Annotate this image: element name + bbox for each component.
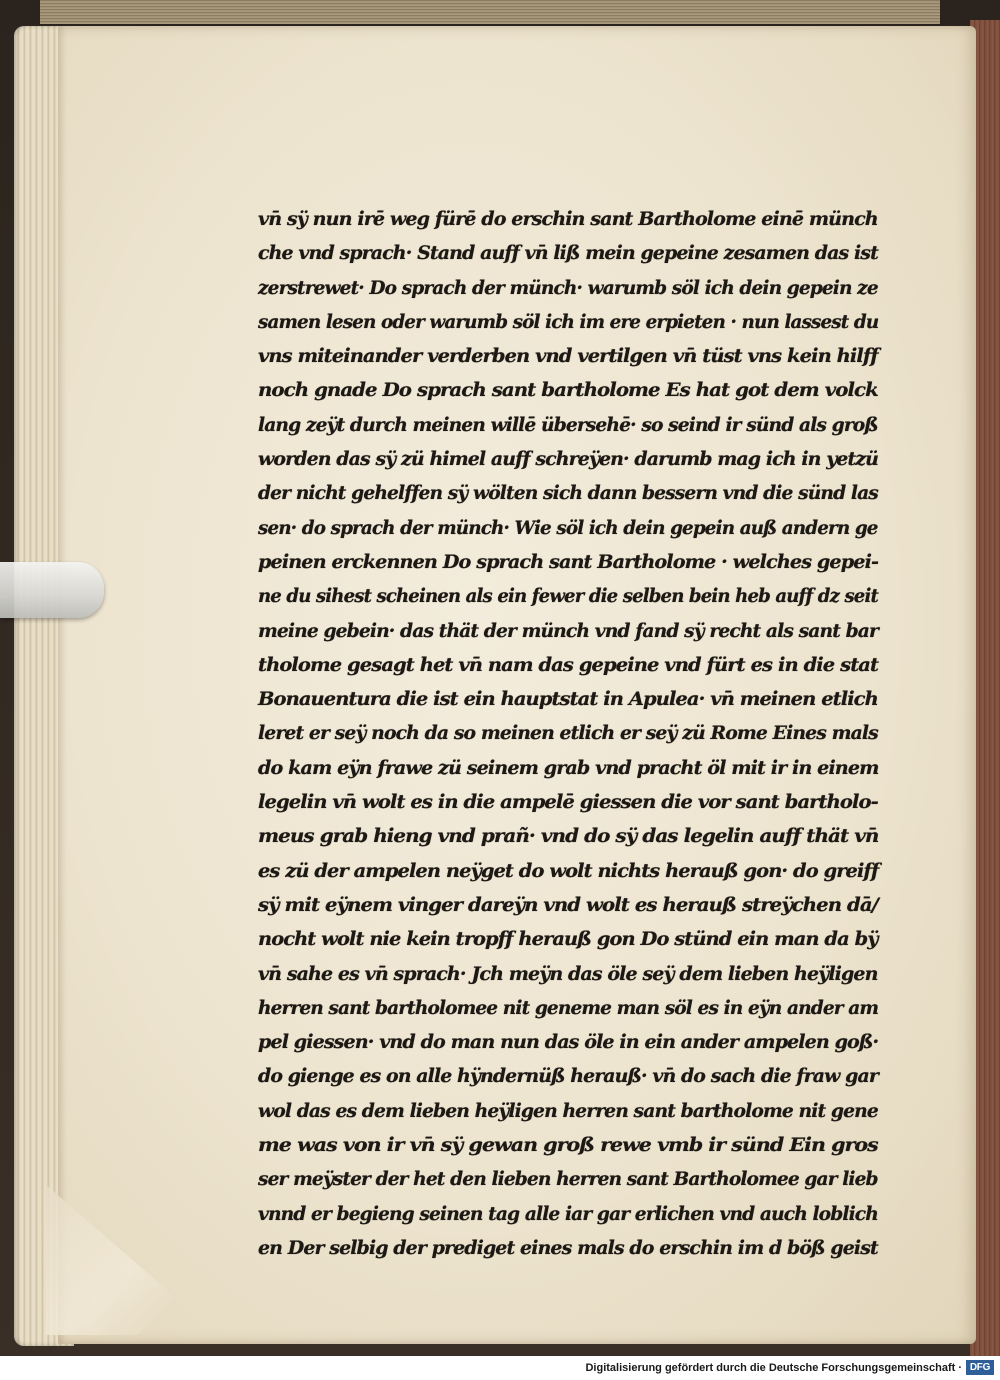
text-line: sen· do sprach der münch· Wie söl ich dein gepein auß andern ge: [258, 516, 878, 539]
text-line: wol das es dem lieben heÿligen herren sant bartholome nit gene: [258, 1099, 878, 1122]
page-holder-clip: [0, 562, 104, 618]
text-line: der nicht gehelffen sÿ wölten sich dann bessern vnd die sünd las: [258, 482, 878, 505]
text-line: vnnd er begieng seinen tag alle iar gar erlichen vnd auch loblich: [258, 1202, 878, 1225]
text-line: ser meÿster der het den lieben herren sant Bartholomee gar lieb: [258, 1168, 878, 1191]
text-line: peinen erckennen Do sprach sant Bartholome · welches gepei-: [258, 550, 879, 573]
text-line: che vnd sprach· Stand auff vn̄ liß mein gepeine zesamen das ist: [258, 242, 878, 265]
text-line: zerstrewet· Do sprach der münch· warumb söl ich dein gepein ze: [258, 276, 878, 299]
text-line: noch gnade Do sprach sant bartholome Es hat got dem volck: [258, 379, 878, 402]
dfg-logo-icon: DFG: [966, 1360, 994, 1375]
text-column: [258, 202, 879, 1259]
footer-bar: [0, 1356, 1000, 1380]
text-line: nocht wolt nie kein tropff herauß gon Do stünd ein man da bÿ: [258, 928, 878, 951]
text-line: legelin vn̄ wolt es in die ampelē giessen die vor sant bartholo-: [258, 791, 878, 814]
text-line: vn̄ sÿ nun irē weg fürē do erschin sant Bartholome einē münch: [258, 208, 878, 230]
text-line: worden das sÿ zü himel auff schreÿen· darumb mag ich in yetzü: [258, 448, 879, 471]
text-line: Bonauentura die ist ein hauptstat in Apulea· vn̄ meinen etlich: [258, 688, 878, 711]
text-line: me was von ir vn̄ sÿ gewan groß rewe vmb ir sünd Ein gros: [258, 1134, 878, 1157]
text-line: do gienge es on alle hÿndernüß herauß· vn̄ do sach die fraw gar: [258, 1065, 878, 1088]
text-line: vn̄ sahe es vn̄ sprach· Jch meÿn das öle seÿ dem lieben heÿligen: [258, 962, 878, 985]
text-line: tholome gesagt het vn̄ nam das gepeine vnd fürt es in die stat: [258, 653, 879, 676]
text-line: meus grab hieng vnd prañ· vnd do sÿ das legelin auff thät vn̄: [258, 825, 879, 848]
text-line: do kam eÿn frawe zü seinem grab vnd pracht öl mit ir in einem: [258, 756, 879, 779]
text-line: samen lesen oder warumb söl ich im ere erpieten · nun lassest du: [258, 310, 879, 333]
text-line: vns miteinander verderben vnd vertilgen vn̄ tüst vns kein hilff: [258, 345, 878, 368]
text-line: leret er seÿ noch da so meinen etlich er seÿ zü Rome Eines mals: [258, 722, 878, 745]
text-line: sÿ mit eÿnem vinger dareÿn vnd wolt es herauß streÿchen dā/: [258, 893, 878, 916]
text-line: pel giessen· vnd do man nun das öle in ein ander ampelen goß·: [258, 1031, 879, 1054]
text-line: en Der selbig der prediget eines mals do erschin im d böß geist: [258, 1236, 878, 1259]
text-line: lang zeÿt durch meinen willē übersehē· so seind ir sünd als groß: [258, 413, 878, 436]
text-line: es zü der ampelen neÿget do wolt nichts herauß gon· do greiff: [258, 859, 879, 882]
book-top-edge: [40, 0, 940, 24]
text-line: ne du sihest scheinen als ein fewer die selben bein heb auff dz seit: [258, 585, 878, 608]
funding-credit: Digitalisierung gefördert durch die Deutsche Forschungsgemeinschaft ·: [585, 1362, 962, 1374]
text-line: meine gebein· das thät der münch vnd fand sÿ recht als sant bar: [258, 619, 878, 642]
text-line: herren sant bartholomee nit geneme man söl es in eÿn ander am: [258, 996, 879, 1019]
